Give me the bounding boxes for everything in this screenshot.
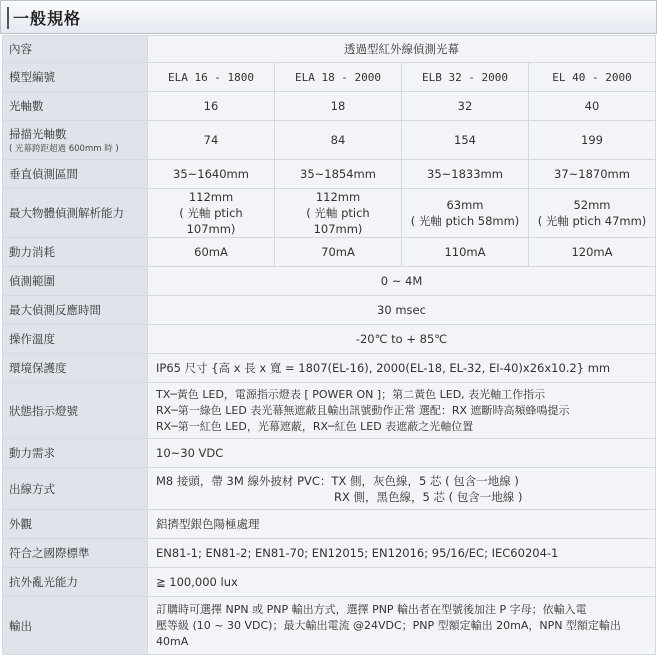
value-cell [148, 383, 656, 439]
value-cell: 154 [402, 121, 529, 160]
row-label: 符合之國際標準 [3, 539, 148, 568]
value-cell: 60mA [148, 238, 275, 267]
table-row [3, 539, 656, 568]
table-row [3, 121, 656, 160]
resolution-main: 52mm [573, 198, 611, 212]
table-row [3, 439, 656, 468]
value-cell [148, 189, 275, 238]
row-label: 環境保護度 [3, 354, 148, 383]
status-line: TX─黃色 LED，電源指示燈表 [ POWER ON ]；第二黃色 LED, 表光軸工作指示 [156, 387, 546, 401]
table-row [3, 468, 656, 510]
table-row [3, 568, 656, 597]
value-cell: -20℃ to + 85℃ [148, 325, 656, 354]
output-method-line: RX 側，黑色線，5 芯 ( 包含一地線 ) [334, 489, 523, 504]
value-cell: IP65 尺寸 {高 x 長 x 寬 = 1807(EL-16), 2000(EL-18, EL-32, EI-40)x26x10.2} mm [148, 354, 656, 383]
value-cell: 70mA [275, 238, 402, 267]
row-label: 動力需求 [3, 439, 148, 468]
resolution-sub: ( 光軸 ptich 107mm) [179, 206, 243, 236]
row-label: 垂直偵測區間 [3, 160, 148, 189]
row-label: 狀態指示燈號 [3, 383, 148, 439]
output-line: 壓等級 (10 ~ 30 VDC)；最大輸出電流 @24VDC；PNP 型額定輸出 20mA，NPN 型額定輸出 [156, 618, 621, 632]
row-label: 外觀 [3, 510, 148, 539]
title-marker [7, 7, 9, 29]
header-value: 透過型紅外線偵測光幕 [148, 36, 656, 63]
page-title: 一般規格 [13, 9, 82, 28]
value-cell [275, 189, 402, 238]
table-row [3, 92, 656, 121]
resolution-sub: ( 光軸 ptich 47mm) [537, 214, 647, 228]
row-label: 偵測範圍 [3, 267, 148, 296]
model-cell: ELA 18 - 2000 [275, 63, 402, 92]
table-row [3, 354, 656, 383]
value-cell: 30 msec [148, 296, 656, 325]
output-line: 訂購時可選擇 NPN 或 PNP 輸出方式，選擇 PNP 輸出者在型號後加注 P 字母；依輸入電 [156, 602, 587, 616]
output-line: 40mA [156, 634, 189, 648]
table-row [3, 189, 656, 238]
value-cell: 10~30 VDC [148, 439, 656, 468]
row-label [3, 121, 148, 160]
value-cell: 32 [402, 92, 529, 121]
table-row [3, 238, 656, 267]
table-row [3, 296, 656, 325]
row-label: 操作溫度 [3, 325, 148, 354]
resolution-main: 63mm [446, 198, 484, 212]
table-row [3, 160, 656, 189]
resolution-sub: ( 光軸 ptich 58mm) [410, 214, 520, 228]
table-row [3, 597, 656, 655]
table-row [3, 325, 656, 354]
value-cell: 40 [529, 92, 656, 121]
resolution-main: 112mm [188, 190, 234, 204]
row-label: 出線方式 [3, 468, 148, 510]
row-label: 內容 [3, 36, 148, 63]
table-row [3, 36, 656, 63]
table-row [3, 267, 656, 296]
table-row [3, 383, 656, 439]
resolution-sub: ( 光軸 ptich 107mm) [306, 206, 370, 236]
row-label-main: 掃描光軸數 [9, 127, 67, 141]
value-cell: 35~1854mm [275, 160, 402, 189]
value-cell: 110mA [402, 238, 529, 267]
model-cell: ELA 16 - 1800 [148, 63, 275, 92]
value-cell: 16 [148, 92, 275, 121]
value-cell: 74 [148, 121, 275, 160]
page-title-bar [0, 0, 657, 34]
row-label: 抗外亂光能力 [3, 568, 148, 597]
value-cell [529, 189, 656, 238]
table-row [3, 63, 656, 92]
value-cell: 120mA [529, 238, 656, 267]
spec-table [2, 35, 656, 655]
table-row [3, 510, 656, 539]
row-label-sub: ( 光幕跨距超過 600mm 時 ) [9, 144, 119, 154]
value-cell: EN81-1; EN81-2; EN81-70; EN12015; EN12016; 95/16/EC; IEC60204-1 [148, 539, 656, 568]
row-label: 最大物體偵測解析能力 [3, 189, 148, 238]
value-cell: 84 [275, 121, 402, 160]
value-cell: 199 [529, 121, 656, 160]
value-cell: 0 ~ 4M [148, 267, 656, 296]
output-method-line: M8 接頭，帶 3M 線外披材 PVC：TX 側，灰色線，5 芯 ( 包含一地線 ) [156, 473, 519, 488]
row-label: 動力消耗 [3, 238, 148, 267]
value-cell: 35~1640mm [148, 160, 275, 189]
value-cell: 37~1870mm [529, 160, 656, 189]
status-line: RX─第一綠色 LED 表光幕無遮蔽且輸出訊號動作正常 選配：RX 遮斷時高頻蜂鳴提示 [156, 403, 570, 417]
value-cell: 35~1833mm [402, 160, 529, 189]
value-cell [148, 597, 656, 655]
value-cell: 18 [275, 92, 402, 121]
resolution-main: 112mm [315, 190, 361, 204]
value-cell [402, 189, 529, 238]
model-cell: EL 40 - 2000 [529, 63, 656, 92]
model-cell: ELB 32 - 2000 [402, 63, 529, 92]
value-cell: 鋁擠型銀色陽極處理 [148, 510, 656, 539]
value-cell [148, 468, 656, 510]
row-label: 模型編號 [3, 63, 148, 92]
row-label: 輸出 [3, 597, 148, 655]
value-cell: ≧ 100,000 lux [148, 568, 656, 597]
row-label: 光軸數 [3, 92, 148, 121]
row-label: 最大偵測反應時間 [3, 296, 148, 325]
status-line: RX─第一紅色 LED，光幕遮蔽，RX─紅色 LED 表遮蔽之光軸位置 [156, 419, 474, 433]
